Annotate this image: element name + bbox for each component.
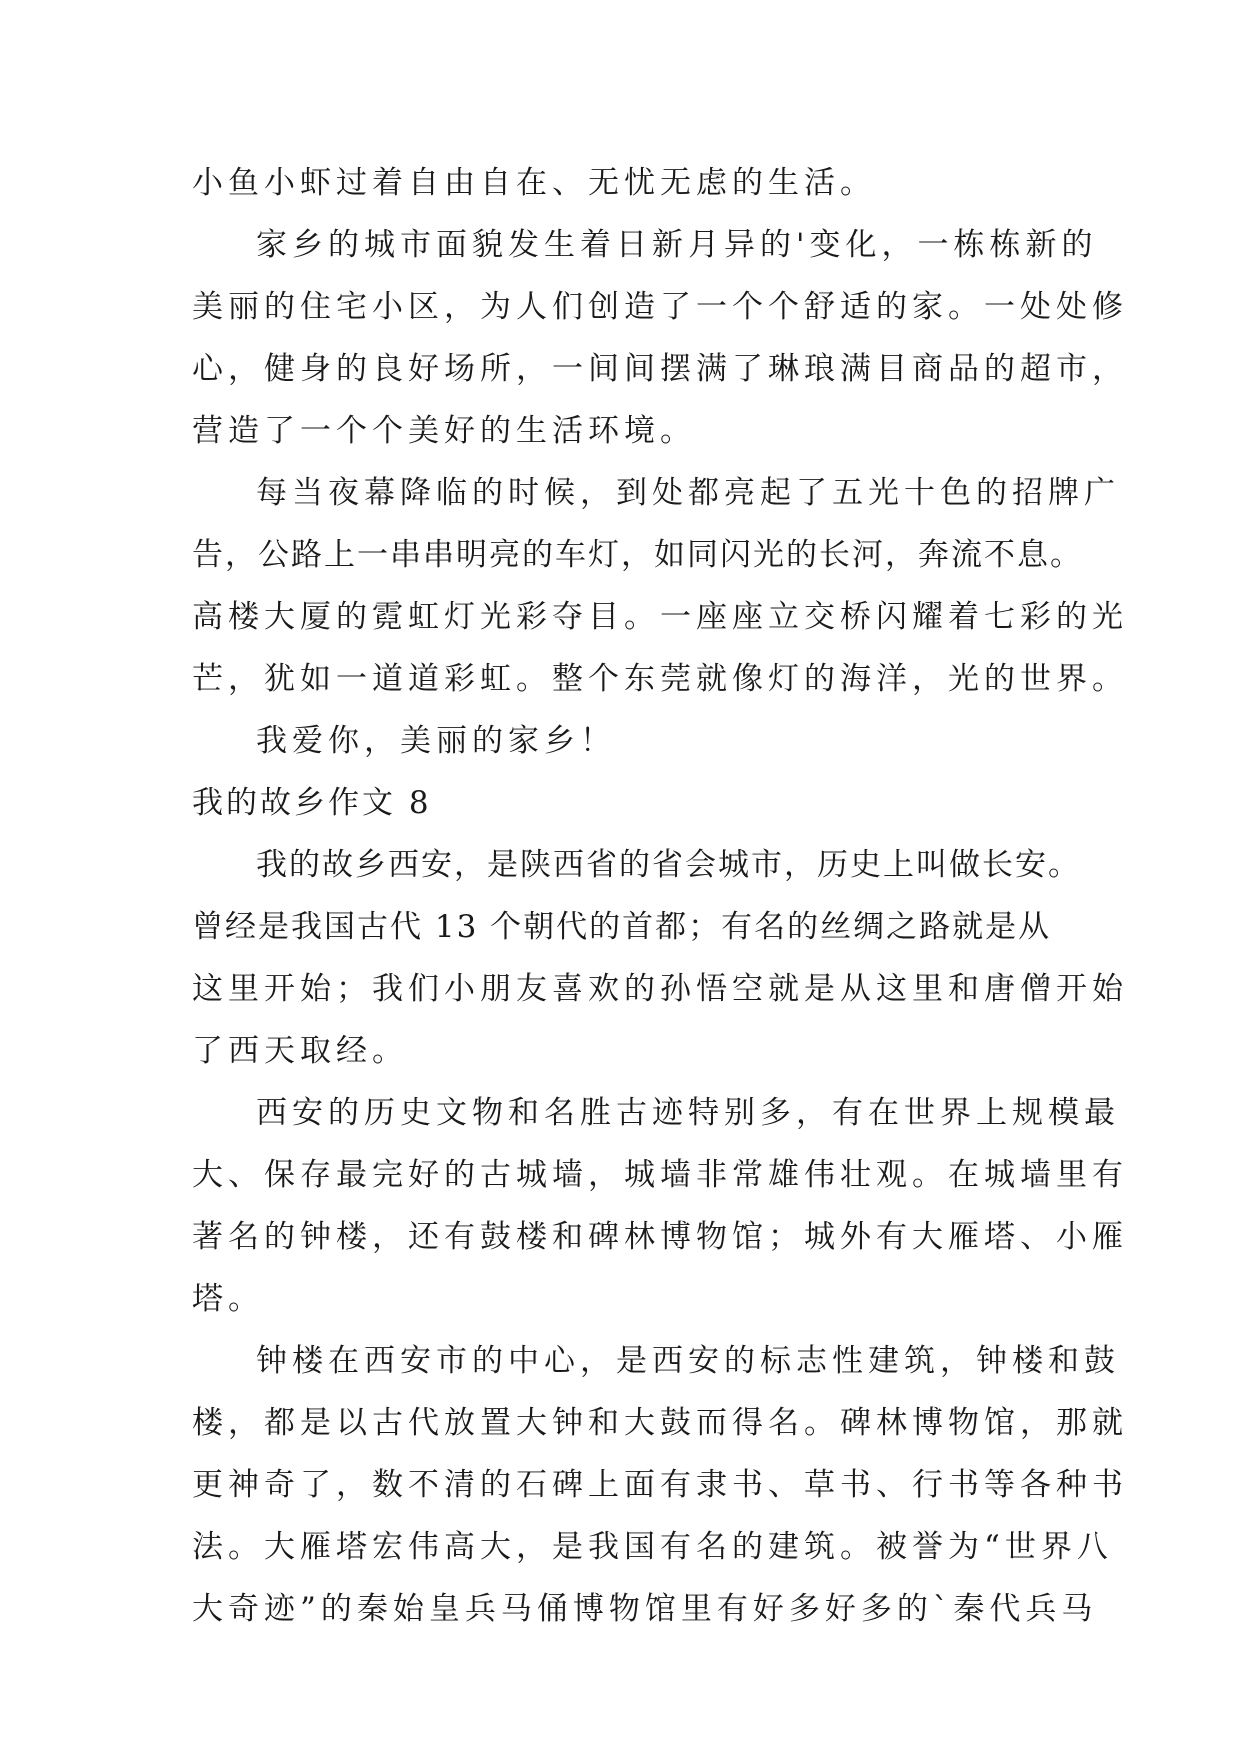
paragraph-line: 楼，都是以古代放置大钟和大鼓而得名。碑林博物馆，那就 [192, 1405, 1128, 1441]
paragraph-line: 这里开始；我们小朋友喜欢的孙悟空就是从这里和唐僧开始 [192, 971, 1128, 1007]
paragraph-line: 我爱你，美丽的家乡！ [256, 723, 616, 759]
paragraph-line: 美丽的住宅小区，为人们创造了一个个舒适的家。一处处修 [192, 289, 1128, 325]
paragraph-line: 著名的钟楼，还有鼓楼和碑林博物馆；城外有大雁塔、小雁 [192, 1219, 1128, 1255]
paragraph-line: 钟楼在西安市的中心，是西安的标志性建筑，钟楼和鼓 [256, 1343, 1120, 1379]
paragraph-line: 每当夜幕降临的时候，到处都亮起了五光十色的招牌广 [256, 475, 1120, 511]
paragraph-line: 芒，犹如一道道彩虹。整个东莞就像灯的海洋，光的世界。 [192, 661, 1128, 697]
paragraph-line: 曾经是我国古代 13 个朝代的首都；有名的丝绸之路就是从 [192, 909, 1052, 945]
paragraph-line: 大、保存最完好的古城墙，城墙非常雄伟壮观。在城墙里有 [192, 1157, 1128, 1193]
paragraph-line: 高楼大厦的霓虹灯光彩夺目。一座座立交桥闪耀着七彩的光 [192, 599, 1128, 635]
paragraph-line: 了西天取经。 [192, 1033, 408, 1069]
section-heading: 我的故乡作文 8 [192, 785, 432, 821]
paragraph-line: 营造了一个个美好的生活环境。 [192, 413, 696, 449]
paragraph-line: 家乡的城市面貌发生着日新月异的'变化，一栋栋新的 [256, 227, 1098, 263]
paragraph-line: 告，公路上一串串明亮的车灯，如同闪光的长河，奔流不息。 [192, 537, 1083, 573]
paragraph-line: 大奇迹”的秦始皇兵马俑博物馆里有好多好多的`秦代兵马 [192, 1591, 1098, 1627]
paragraph-line: 心，健身的良好场所，一间间摆满了琳琅满目商品的超市， [192, 351, 1128, 387]
paragraph-line: 更神奇了，数不清的石碑上面有隶书、草书、行书等各种书 [192, 1467, 1128, 1503]
paragraph-line: 西安的历史文物和名胜古迹特别多，有在世界上规模最 [256, 1095, 1120, 1131]
document-body [192, 152, 1128, 1640]
paragraph-line: 法。大雁塔宏伟高大，是我国有名的建筑。被誉为“世界八 [192, 1529, 1113, 1565]
paragraph-line: 塔。 [192, 1281, 264, 1317]
paragraph-line: 小鱼小虾过着自由自在、无忧无虑的生活。 [192, 165, 876, 201]
paragraph-line: 我的故乡西安，是陕西省的省会城市，历史上叫做长安。 [256, 847, 1081, 883]
